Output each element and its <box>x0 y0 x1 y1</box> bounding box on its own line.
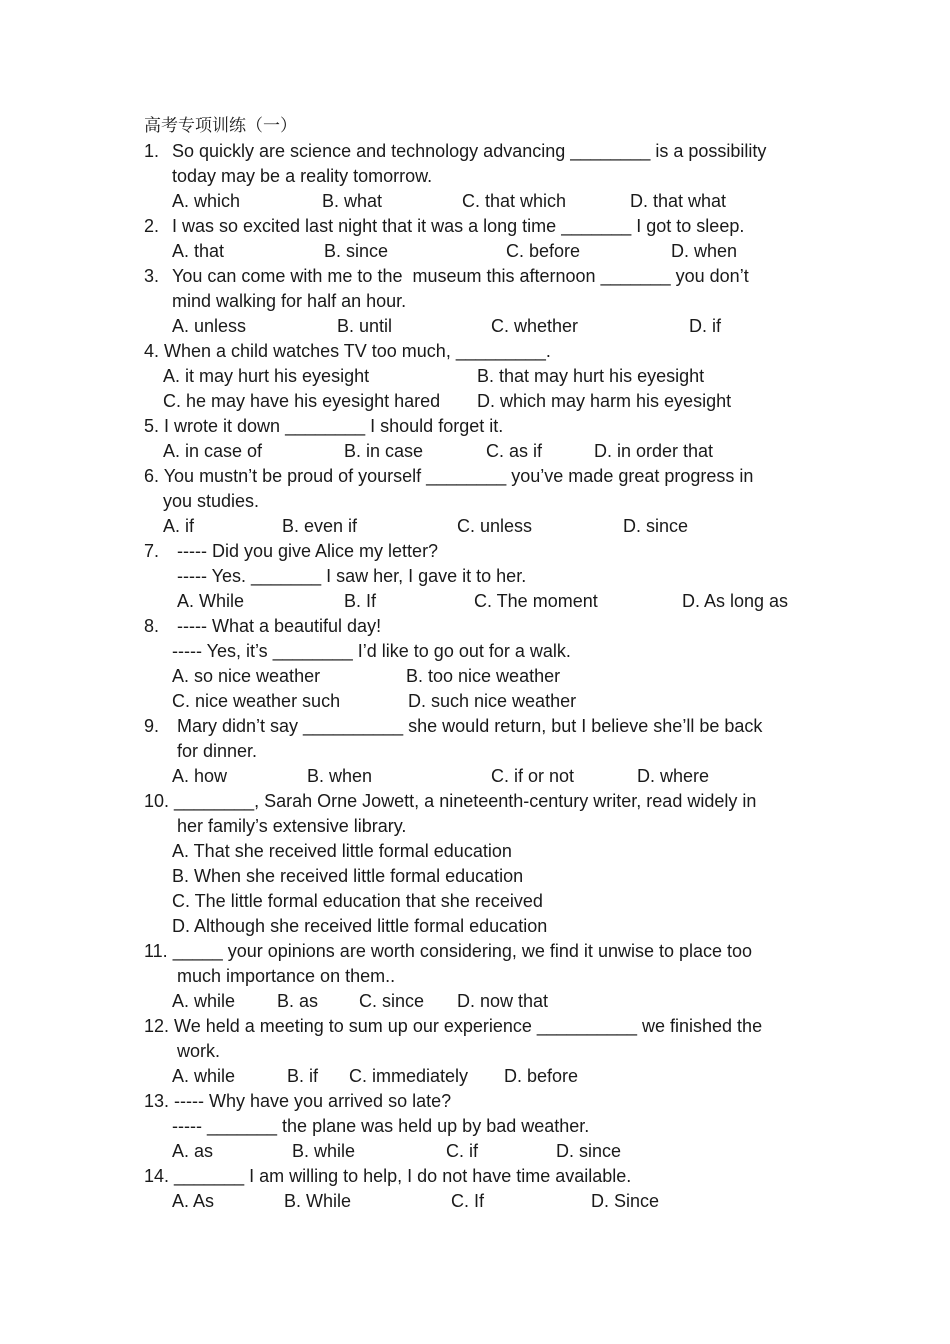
q12-option-a: A. while <box>172 1066 236 1086</box>
q3-option-d: D. if <box>689 316 722 336</box>
q9-stem-line2: for dinner. <box>177 741 258 761</box>
q7-option-d: D. As long as <box>682 591 789 611</box>
q10-option-d: D. Although she received little formal education <box>172 916 548 936</box>
q9-option-b: B. when <box>307 766 373 786</box>
q4-option-c: C. he may have his eyesight hared <box>163 391 441 411</box>
q12-stem-line1: 12. We held a meeting to sum up our experience __________ we finished the <box>144 1016 763 1036</box>
q8-number: 8. <box>144 616 160 636</box>
q7-stem-line1: ----- Did you give Alice my letter? <box>177 541 439 561</box>
q10-option-a: A. That she received little formal education <box>172 841 512 861</box>
q1-stem-line2: today may be a reality tomorrow. <box>172 166 433 186</box>
q3-option-a: A. unless <box>172 316 247 336</box>
q3-option-b: B. until <box>337 316 393 336</box>
q7-option-c: C. The moment <box>474 591 598 611</box>
q8-option-b: B. too nice weather <box>406 666 561 686</box>
q14-option-c: C. If <box>451 1191 485 1211</box>
q5-option-d: D. in order that <box>594 441 714 461</box>
q8-stem-line1: ----- What a beautiful day! <box>177 616 382 636</box>
q1-option-a: A. which <box>172 191 241 211</box>
q12-stem-line2: work. <box>177 1041 221 1061</box>
q2-stem-line1: I was so excited last night that it was a long time _______ I got to sleep. <box>172 216 745 236</box>
q5-option-b: B. in case <box>344 441 424 461</box>
q4-option-d: D. which may harm his eyesight <box>477 391 732 411</box>
q6-option-c: C. unless <box>457 516 533 536</box>
q11-option-b: B. as <box>277 991 319 1011</box>
q11-option-d: D. now that <box>457 991 549 1011</box>
q6-option-a: A. if <box>163 516 195 536</box>
q4-option-a: A. it may hurt his eyesight <box>163 366 370 386</box>
q7-number: 7. <box>144 541 160 561</box>
q9-number: 9. <box>144 716 160 736</box>
q8-stem-line2: ----- Yes, it’s ________ I’d like to go out for a walk. <box>172 641 571 661</box>
q1-number: 1. <box>144 141 160 161</box>
q9-option-c: C. if or not <box>491 766 575 786</box>
q13-stem-line2: ----- _______ the plane was held up by bad weather. <box>172 1116 590 1136</box>
q2-number: 2. <box>144 216 160 236</box>
q2-option-a: A. that <box>172 241 225 261</box>
q12-option-c: C. immediately <box>349 1066 469 1086</box>
q1-stem-line1: So quickly are science and technology advancing ________ is a possibility <box>172 141 767 161</box>
q8-option-c: C. nice weather such <box>172 691 341 711</box>
q9-stem-line1: Mary didn’t say __________ she would return, but I believe she’ll be back <box>177 716 763 736</box>
q6-option-d: D. since <box>623 516 689 536</box>
q6-stem-line1: 6. You mustn’t be proud of yourself ________ you’ve made great progress in <box>144 466 754 486</box>
q11-stem-line2: much importance on them.. <box>177 966 396 986</box>
q2-option-d: D. when <box>671 241 738 261</box>
q13-stem-line1: 13. ----- Why have you arrived so late? <box>144 1091 452 1111</box>
q10-stem-line1: 10. ________, Sarah Orne Jowett, a nineteenth-century writer, read widely in <box>144 791 757 811</box>
q10-option-c: C. The little formal education that she received <box>172 891 543 911</box>
q1-option-c: C. that which <box>462 191 567 211</box>
q5-stem-line1: 5. I wrote it down ________ I should forget it. <box>144 416 504 436</box>
page-title: 高考专项训练（一） <box>144 116 297 136</box>
q9-option-d: D. where <box>637 766 710 786</box>
q3-option-c: C. whether <box>491 316 579 336</box>
q4-stem-line1: 4. When a child watches TV too much, _________. <box>144 341 551 361</box>
q6-stem-line2: you studies. <box>163 491 260 511</box>
q3-stem-line1: You can come with me to the museum this afternoon _______ you don’t <box>172 266 749 286</box>
q6-option-b: B. even if <box>282 516 358 536</box>
q14-option-b: B. While <box>284 1191 352 1211</box>
q9-option-a: A. how <box>172 766 228 786</box>
q5-option-c: C. as if <box>486 441 543 461</box>
q13-option-b: B. while <box>292 1141 356 1161</box>
q14-stem-line1: 14. _______ I am willing to help, I do not have time available. <box>144 1166 632 1186</box>
q13-option-d: D. since <box>556 1141 622 1161</box>
q1-option-b: B. what <box>322 191 383 211</box>
q3-number: 3. <box>144 266 160 286</box>
q12-option-b: B. if <box>287 1066 319 1086</box>
q12-option-d: D. before <box>504 1066 579 1086</box>
q8-option-d: D. such nice weather <box>408 691 577 711</box>
q11-stem-line1: 11. _____ your opinions are worth considering, we find it unwise to place too <box>144 941 753 961</box>
q7-stem-line2: ----- Yes. _______ I saw her, I gave it to her. <box>177 566 527 586</box>
q14-option-d: D. Since <box>591 1191 660 1211</box>
q13-option-a: A. as <box>172 1141 214 1161</box>
q7-option-a: A. While <box>177 591 245 611</box>
q13-option-c: C. if <box>446 1141 479 1161</box>
q2-option-c: C. before <box>506 241 581 261</box>
q5-option-a: A. in case of <box>163 441 263 461</box>
q2-option-b: B. since <box>324 241 389 261</box>
q10-option-b: B. When she received little formal education <box>172 866 524 886</box>
q4-option-b: B. that may hurt his eyesight <box>477 366 705 386</box>
q10-stem-line2: her family’s extensive library. <box>177 816 407 836</box>
q7-option-b: B. If <box>344 591 377 611</box>
q8-option-a: A. so nice weather <box>172 666 321 686</box>
q3-stem-line2: mind walking for half an hour. <box>172 291 407 311</box>
q11-option-c: C. since <box>359 991 425 1011</box>
q11-option-a: A. while <box>172 991 236 1011</box>
q14-option-a: A. As <box>172 1191 215 1211</box>
q1-option-d: D. that what <box>630 191 727 211</box>
